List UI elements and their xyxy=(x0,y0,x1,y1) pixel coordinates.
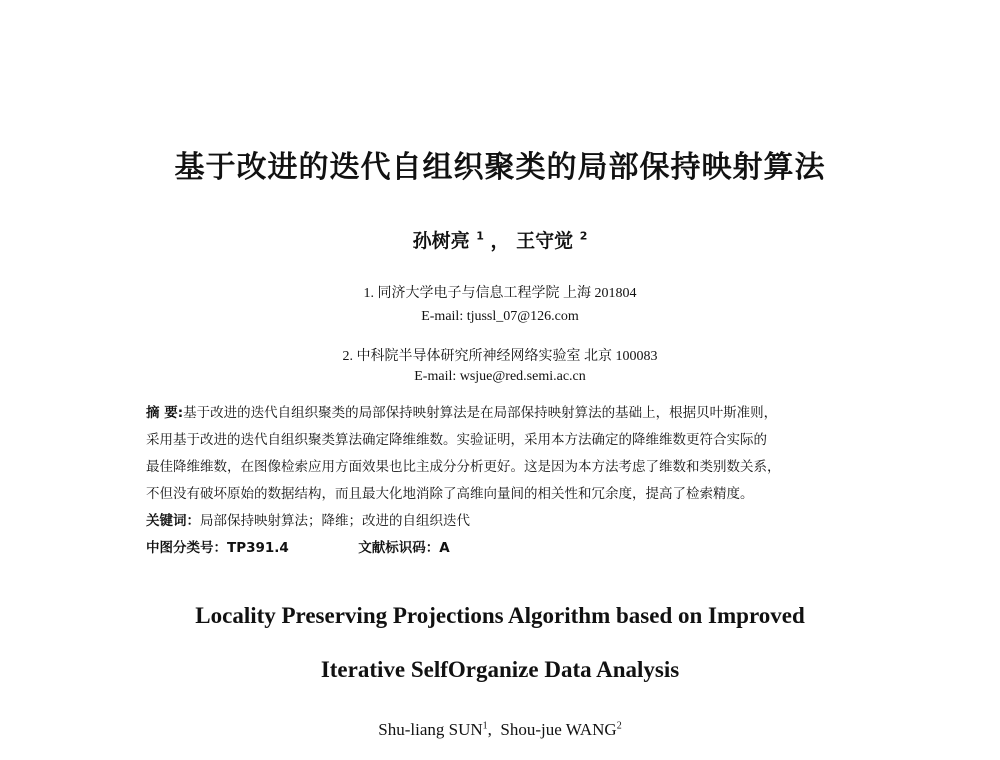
author-name: 王守觉 xyxy=(516,230,574,252)
abstract-line: 采用基于改进的迭代自组织聚类算法确定降维维数。实验证明，采用本方法确定的降维维数更符合实际的 xyxy=(146,432,767,448)
affiliation-2-email: E-mail: wsjue@red.semi.ac.cn xyxy=(414,369,586,384)
author-separator: ， xyxy=(490,230,510,252)
abstract-line: 不但没有破坏原始的数据结构，而且最大化地消除了高维向量间的相关性和冗余度，提高了检索精度。 xyxy=(146,486,754,502)
abstract-text: 基于改进的迭代自组织聚类的局部保持映射算法是在局部保持映射算法的基础上，根据贝叶斯准则， xyxy=(183,405,778,421)
abstract-label: 摘 要: xyxy=(146,405,184,421)
author-affiliation-mark: 2 xyxy=(616,720,622,732)
keywords-label: 关键词： xyxy=(146,513,200,529)
author-affiliation-mark: 1 xyxy=(482,720,488,732)
clc-label: 中图分类号： xyxy=(146,540,227,556)
author-affiliation-mark: 1 xyxy=(476,229,484,243)
author-name: Shu-liang SUN xyxy=(378,720,483,739)
affiliation-2: 2. 中科院半导体研究所神经网络实验室 北京 100083 xyxy=(342,349,658,364)
english-author-list xyxy=(0,720,1000,740)
clc-value: TP391.4 xyxy=(227,540,289,556)
english-title-line-1: Locality Preserving Projections Algorithm based on Improved xyxy=(195,603,805,628)
author-affiliation-mark: 2 xyxy=(579,229,588,243)
affiliation-1: 1. 同济大学电子与信息工程学院 上海 201804 xyxy=(363,286,637,301)
author-list xyxy=(0,226,1000,253)
doc-code-value: A xyxy=(439,540,450,556)
doc-code-label: 文献标识码： xyxy=(358,540,440,556)
author-separator: , xyxy=(487,720,501,739)
classification xyxy=(146,536,866,556)
author-name: Shou-jue WANG xyxy=(500,720,617,739)
keywords xyxy=(146,509,866,529)
paper-title: 基于改进的迭代自组织聚类的局部保持映射算法 xyxy=(174,150,826,185)
english-title-line-2: Iterative SelfOrganize Data Analysis xyxy=(320,657,680,682)
author-name: 孙树亮 xyxy=(412,230,470,252)
abstract-line: 最佳降维维数，在图像检索应用方面效果也比主成分分析更好。这是因为本方法考虑了维数和类别数关系， xyxy=(146,459,781,475)
affiliation-1-email: E-mail: tjussl_07@126.com xyxy=(421,309,579,324)
abstract-line xyxy=(146,401,866,421)
keywords-value: 局部保持映射算法；降维；改进的自组织迭代 xyxy=(200,513,470,529)
